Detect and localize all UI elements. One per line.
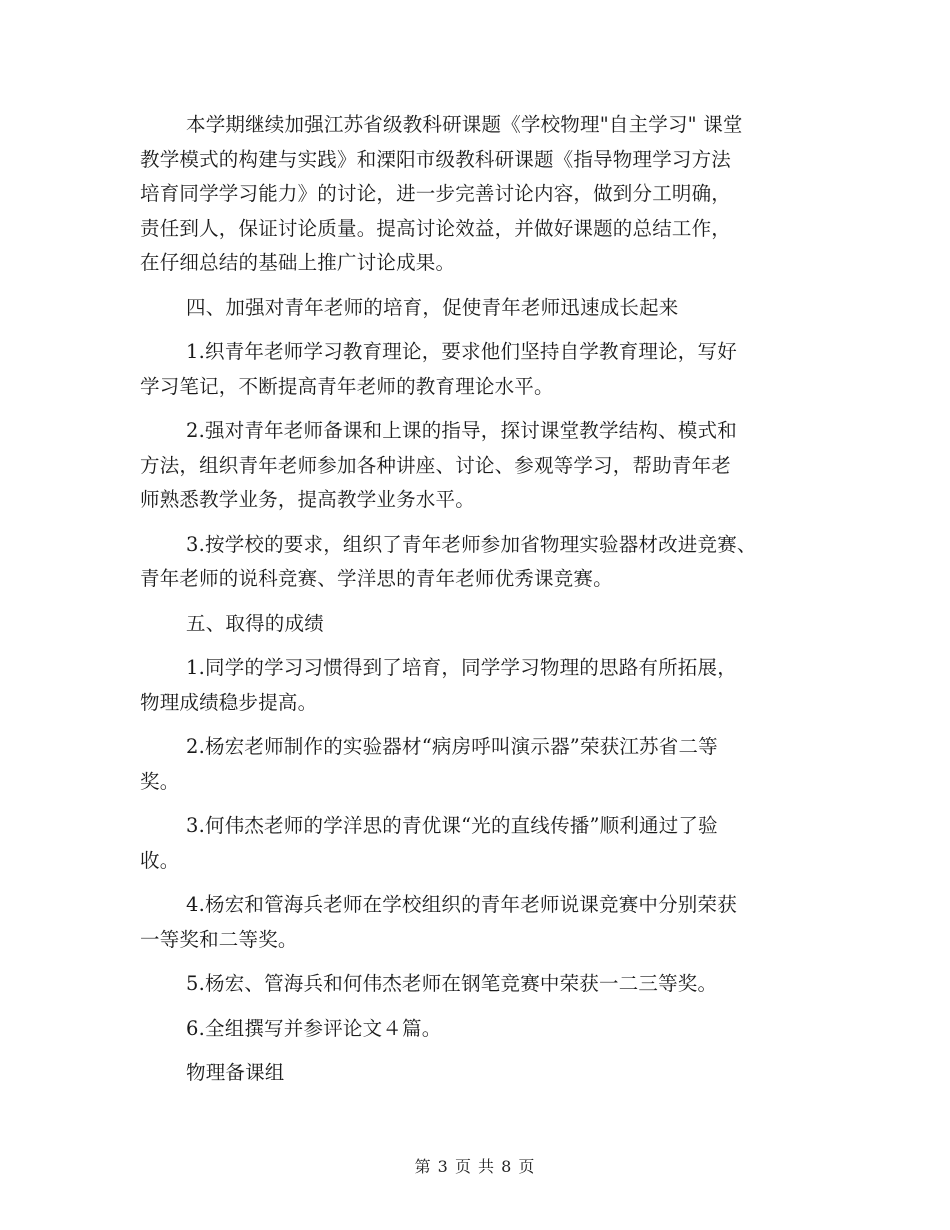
text-line: 收。 [140,848,180,872]
text-line: 责任到人，保证讨论质量。提高讨论效益，并做好课题的总结工作， [140,216,732,240]
text-line: 物理成绩稳步提高。 [140,690,318,714]
text-line: 1.织青年老师学习教育理论，要求他们坚持自学教育理论，写好 [186,340,737,363]
text-line: 3.何伟杰老师的学洋思的青优课“光的直线传播”顺利通过了验 [186,814,718,837]
text-line: 师熟悉教学业务，提高教学业务水平。 [140,488,475,511]
achievement-item-1 [140,651,820,720]
achievement-item-4 [140,888,820,957]
document-body [140,108,820,1101]
text-line: 1.同学的学习习惯得到了培育，同学学习物理的思路有所拓展， [186,656,737,679]
text-line: 3.按学校的要求，组织了青年老师参加省物理实验器材改进竞赛、 [186,532,757,556]
text-line: 2.杨宏老师制作的实验器材“病房呼叫演示器”荣获江苏省二等 [186,735,718,758]
text-line: 奖。 [140,769,180,793]
section-heading-achievements: 五、取得的成绩 [186,611,324,635]
text-line: 培育同学学习能力》的讨论，进一步完善讨论内容，做到分工明确， [140,182,732,205]
list-item-3 [140,528,820,597]
text-line: 2.强对青年老师备课和上课的指导，探讨课堂教学结构、模式和 [186,419,737,442]
signature-group: 物理备课组 [186,1061,285,1084]
list-item-2 [140,414,820,518]
text-line: 4.杨宏和管海兵老师在学校组织的青年老师说课竞赛中分别荣获 [186,893,737,916]
text-line: 学习笔记，不断提高青年老师的教育理论水平。 [140,374,554,398]
achievement-item-2 [140,730,820,799]
text-line: 教学模式的构建与实践》和溧阳市级教科研课题《指导物理学习方法 [140,147,732,171]
text-line: 青年老师的说科竞赛、学洋思的青年老师优秀课竞赛。 [140,567,613,590]
text-line: 一等奖和二等奖。 [140,927,298,951]
achievement-item-5: 5.杨宏、管海兵和何伟杰老师在钢笔竞赛中荣获一二三等奖。 [186,972,718,995]
achievement-item-3 [140,809,820,878]
text-line: 本学期继续加强江苏省级教科研课题《学校物理"自主学习" 课堂 [186,113,743,136]
page-number-footer: 第 3 页 共 8 页 [414,1157,536,1176]
paragraph-research-topics [140,108,820,281]
text-line: 在仔细总结的基础上推广讨论成果。 [140,251,456,274]
text-line: 方法，组织青年老师参加各种讲座、讨论、参观等学习，帮助青年老 [140,453,732,477]
achievement-item-6: 6.全组撰写并参评论文４篇。 [186,1016,442,1040]
list-item-1 [140,335,820,404]
section-heading-young-teachers: 四、加强对青年老师的培育，促使青年老师迅速成长起来 [186,295,679,319]
